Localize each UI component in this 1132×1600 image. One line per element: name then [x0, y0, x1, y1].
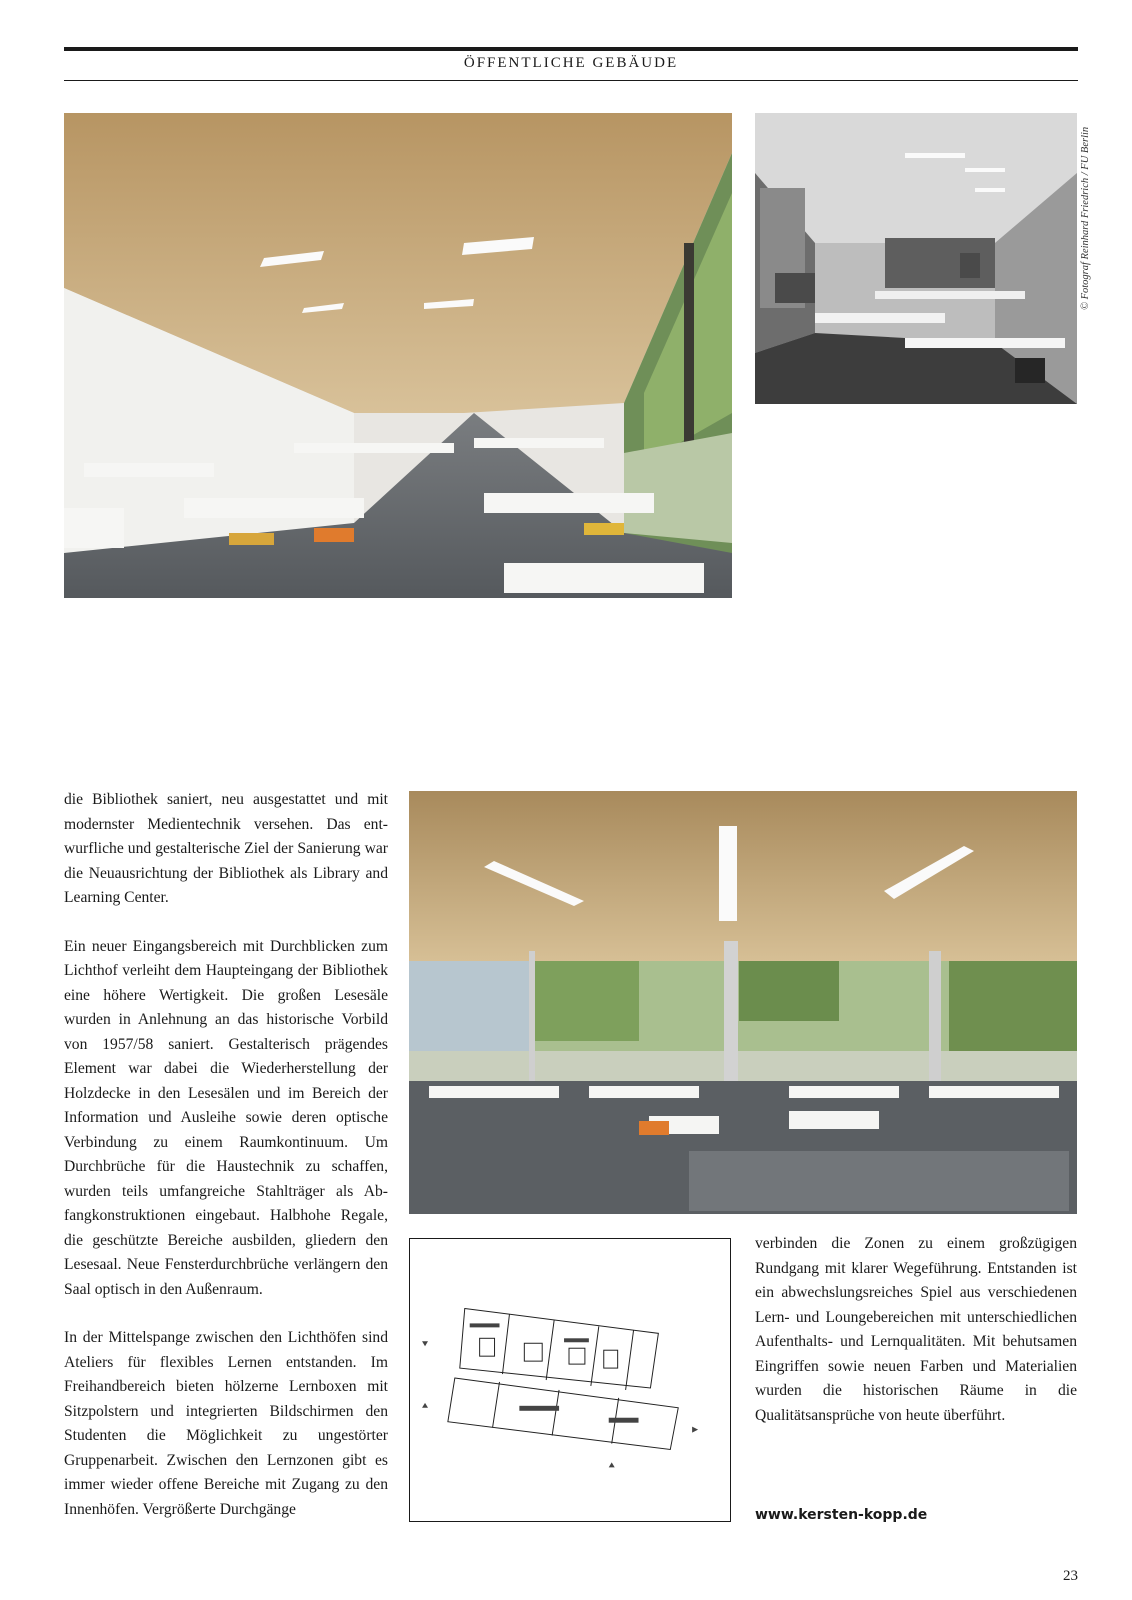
- photo-lower-reading-room: [409, 791, 1077, 1214]
- body-column-left: [64, 788, 388, 1546]
- paragraph: verbinden die Zonen zu einem großzügigen Rundgang mit klarer Wegeführung. Entstanden ist ein abwechslungsreiches Spiel aus verschiedenen Lern- und Loungebereichen mit unterschiedlichen Aufenthalts- und Lernqualitäten. Mit behutsamen Eingriffen sowie neuen Farben und Materialien wurden die historischen Räume in die Qualitätsansprüche von heute überführt.: [755, 1235, 1077, 1424]
- photo-historic-reading-room: [755, 113, 1077, 404]
- body-column-right: [755, 1232, 1077, 1452]
- paragraph: In der Mittelspange zwischen den Lichthöfen sind Ateliers für flexibles Lernen entstanden. Im Freihandbereich bieten hölzerne Lernboxen mit Sitzpolstern und integrierten Bildschirmen den Studenten die Möglichkeit zu ungestörter Gruppenarbeit. Zwischen den Lernzonen gibt es immer wieder offene Bereiche mit Zugang zu den Innenhöfen. Vergrößerte Durchgänge: [64, 1329, 388, 1518]
- header-rule-thin: [64, 80, 1078, 81]
- paragraph: die Bibliothek saniert, neu ausgestattet und mit modernster Medientechnik versehen. Das entwurfliche und gestalterische Ziel der Sanierung war die Neuausrichtung der Bibliothek als Library and Learning Center.: [64, 791, 388, 906]
- website-link[interactable]: www.kersten-kopp.de: [755, 1507, 928, 1523]
- photo-main-reading-room: [64, 113, 732, 598]
- page-number: 23: [1063, 1568, 1078, 1584]
- floor-plan: [409, 1238, 731, 1522]
- paragraph: Ein neuer Eingangsbereich mit Durchblicken zum Lichthof verleiht dem Haupteingang der Bibliothek eine höhere Wertigkeit. Die großen Lesesäle wurden in Anlehnung an das historische Vorbild von 1957/58 saniert. Gestalterisch prägendes Element war dabei die Wiederherstellung der Holzdecke in den Lesesälen und im Bereich der Information und Ausleihe sowie deren optische Verbindung zu einem Raumkontinuum. Um Durchbrüche für die Haustechnik zu schaffen, wurden teils umfangreiche Stahlträger als Abfangkonstruktionen eingebaut. Halbhohe Regale, die geschützte Bereiche ausbilden, gliedern den Lesesaal. Neue Fensterdurchbrüche verlängern den Saal optisch in den Außenraum.: [64, 937, 388, 1298]
- header-rule-thick: [64, 47, 1078, 51]
- section-title: ÖFFENTLICHE GEBÄUDE: [463, 55, 679, 71]
- photo-credit: © Fotograf Reinhard Friedrich / FU Berlin: [1080, 126, 1091, 310]
